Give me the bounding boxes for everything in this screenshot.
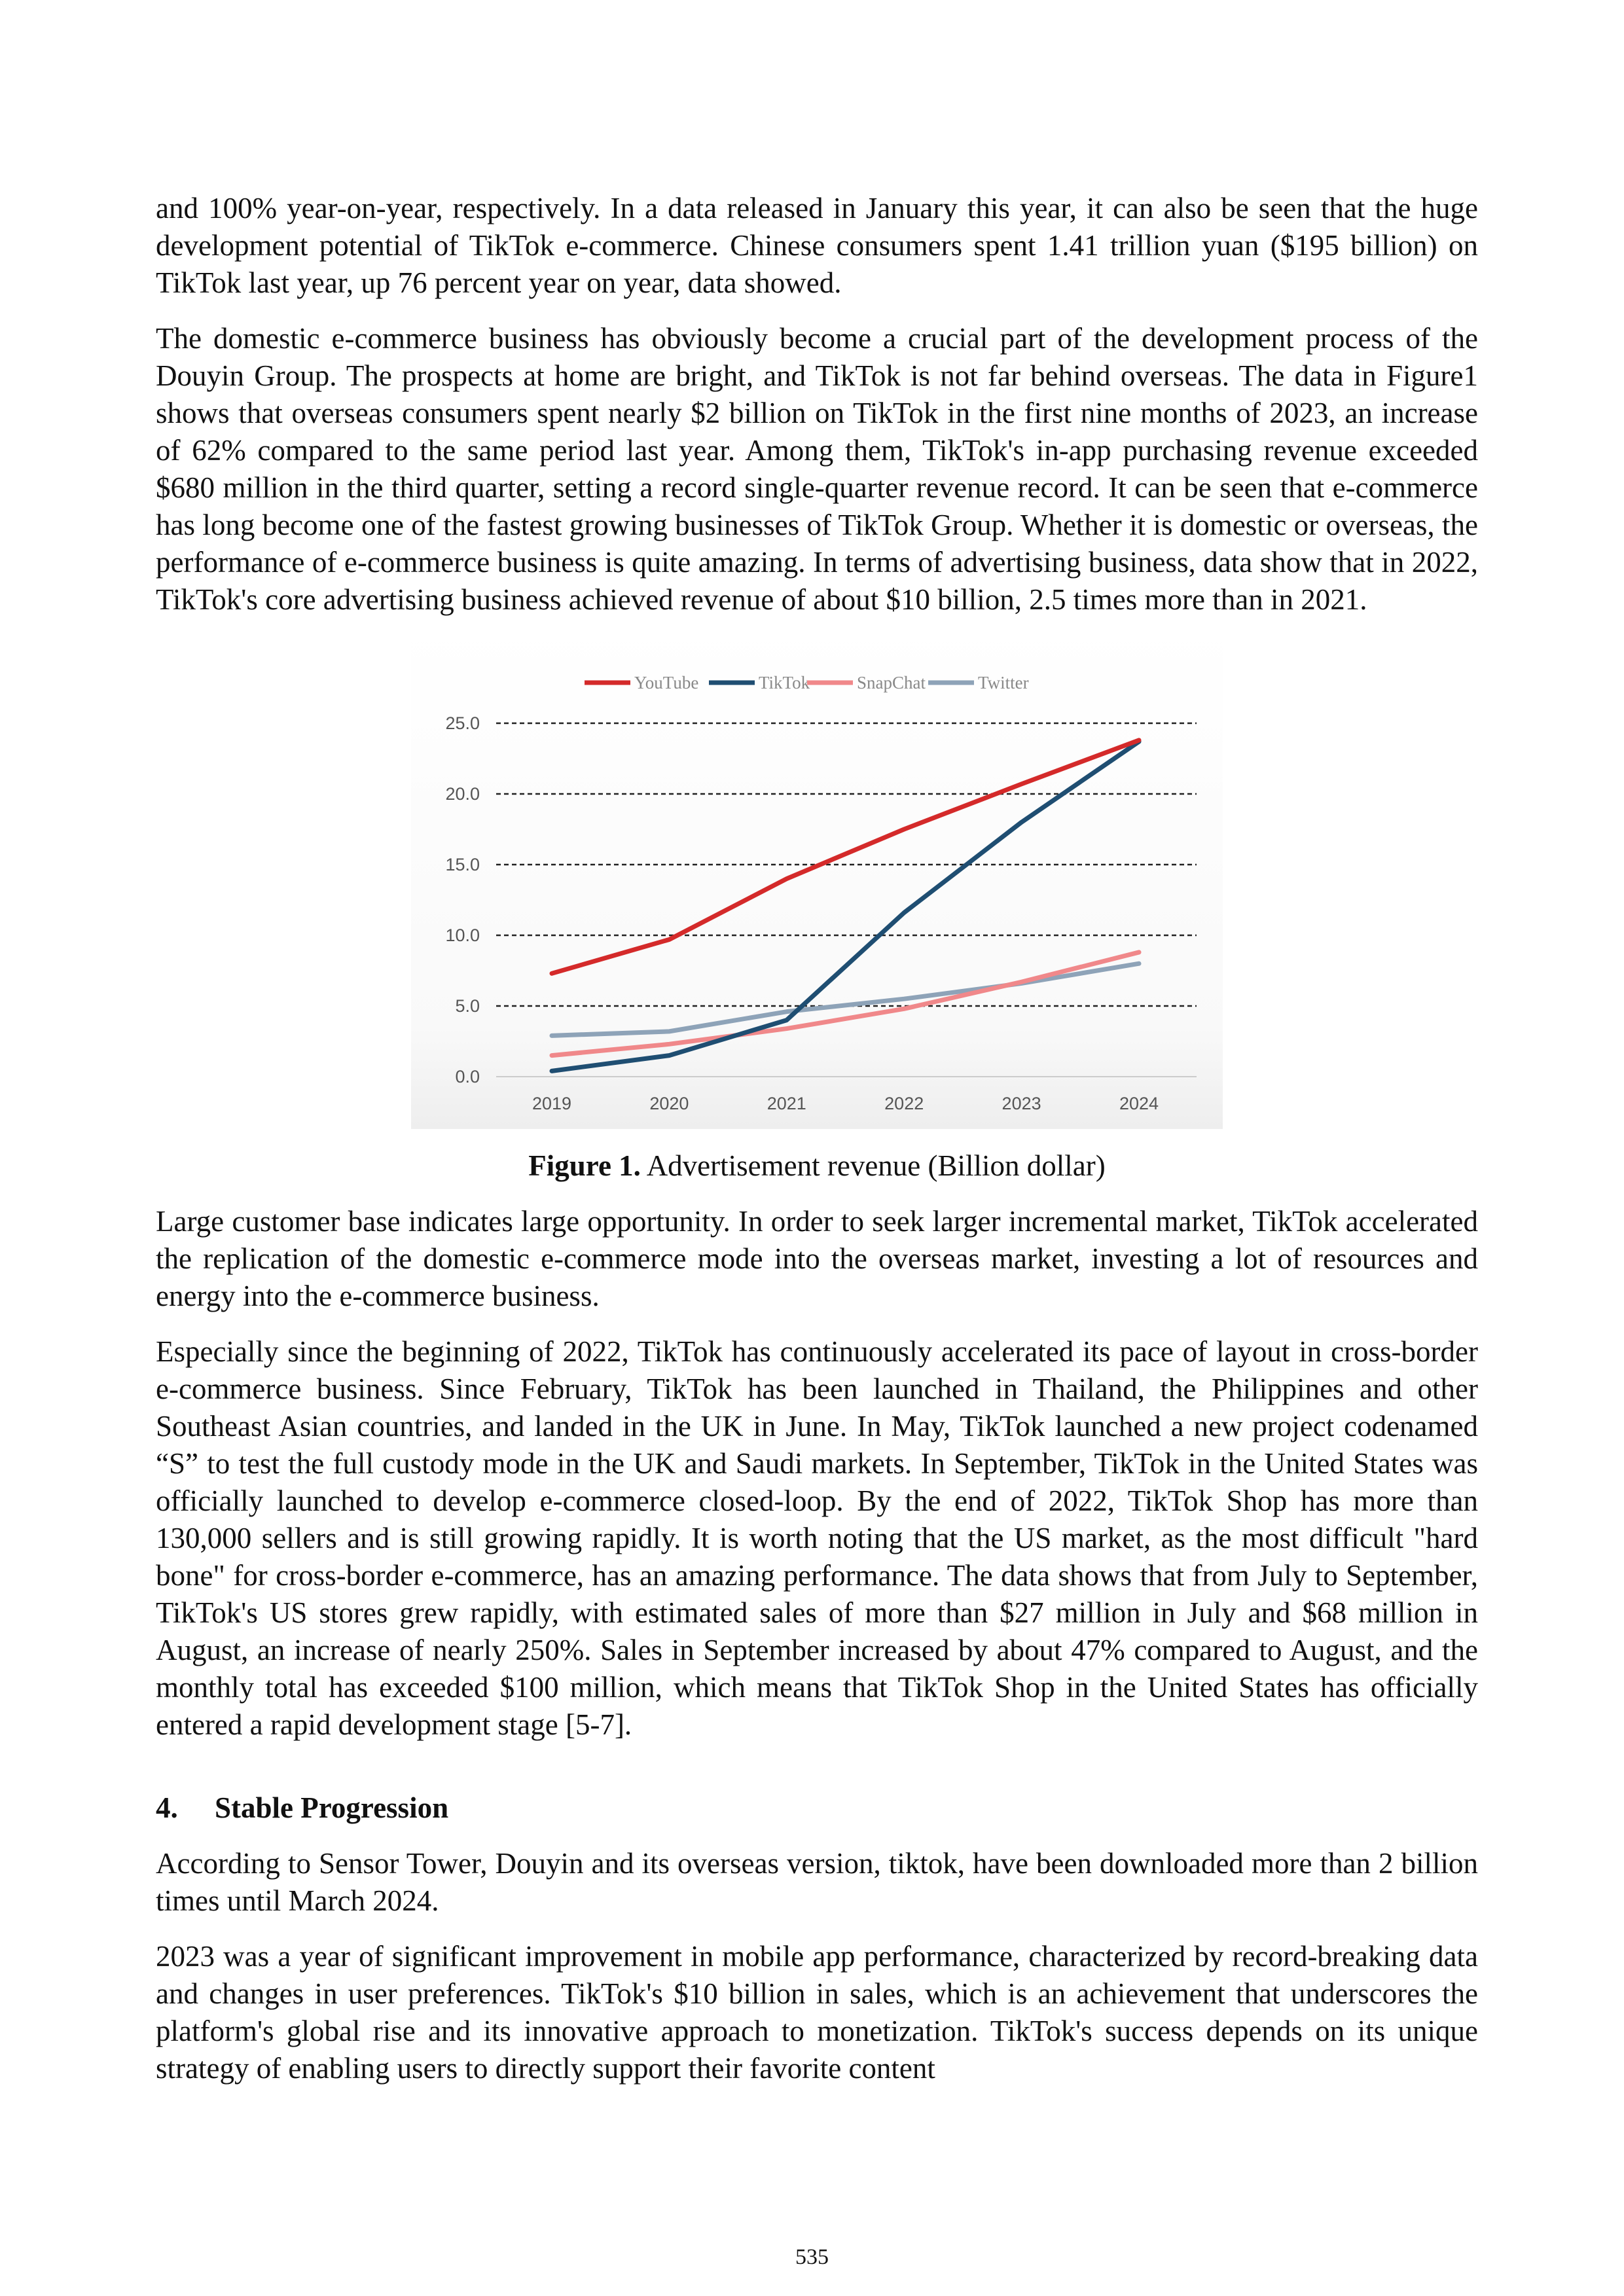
y-tick-label: 5.0 [455, 996, 480, 1016]
data-point-snapchat [668, 1043, 670, 1045]
section-number: 4. [156, 1791, 178, 1824]
data-point-youtube [903, 829, 905, 830]
x-tick-label: 2020 [649, 1094, 689, 1113]
data-point-tiktok [551, 1070, 552, 1071]
data-point-snapchat [903, 1008, 905, 1009]
legend-label-snapchat: SnapChat [857, 673, 926, 692]
data-point-tiktok [1021, 821, 1022, 823]
data-point-snapchat [1021, 981, 1022, 982]
data-point-snapchat [1138, 952, 1140, 953]
data-point-youtube [1138, 740, 1140, 741]
legend-label-youtube: YouTube [634, 673, 699, 692]
x-tick-label: 2023 [1001, 1094, 1041, 1113]
paragraph-3: Large customer base indicates large opportunity. In order to seek larger incremental market, TikTok accelerated the replication of the domestic e-commerce mode into the overseas market, investing a lot of resources and energy into the e-commerce business. [156, 1205, 1478, 1312]
figure-caption-text: Advertisement revenue (Billion dollar) [640, 1149, 1106, 1182]
data-point-tiktok [903, 912, 905, 913]
data-point-tiktok [786, 1020, 787, 1021]
data-point-twitter [786, 1011, 787, 1013]
y-tick-label: 25.0 [445, 713, 480, 733]
page-body [156, 190, 1478, 2106]
figure-caption [156, 1147, 1478, 1185]
data-point-twitter [1138, 963, 1140, 964]
paragraph-2: The domestic e-commerce business has obviously become a crucial part of the development process of the Douyin Group. The prospects at home are bright, and TikTok is not far behind overseas. The data in Figure1 shows that overseas consumers spent nearly $2 billion on TikTok in the first nine months of 2023, an increase of 62% compared to the same period last year. Among them, TikTok's in-app purchasing revenue exceeded $680 million in the third quarter, setting a record single-quarter revenue record. It can be seen that e-commerce has long become one of the fastest growing businesses of TikTok Group. Whether it is domestic or overseas, the performance of e-commerce business is quite amazing. In terms of advertising business, data show that in 2022, TikTok's core advertising business achieved revenue of about $10 billion, 2.5 times more than in 2021. [156, 322, 1478, 616]
y-tick-label: 0.0 [455, 1067, 480, 1086]
paragraph-5: According to Sensor Tower, Douyin and its overseas version, tiktok, have been downloaded more than 2 billion times until March 2024. [156, 1847, 1478, 1917]
data-point-twitter [668, 1031, 670, 1032]
data-point-snapchat [551, 1055, 552, 1056]
data-point-youtube [1021, 783, 1022, 785]
data-point-twitter [551, 1035, 552, 1036]
y-tick-label: 15.0 [445, 855, 480, 874]
section-title: Stable Progression [215, 1791, 449, 1824]
y-tick-label: 10.0 [445, 925, 480, 945]
data-point-twitter [903, 998, 905, 999]
x-tick-label: 2021 [767, 1094, 806, 1113]
x-tick-label: 2019 [532, 1094, 572, 1113]
figure-caption-label: Figure 1. [528, 1149, 641, 1182]
paragraph-1: and 100% year-on-year, respectively. In a data released in January this year, it can also be seen that the huge development potential of TikTok e-commerce. Chinese consumers spent 1.41 trillion yuan ($195 billion) on TikTok last year, up 76 percent year on year, data showed. [156, 192, 1478, 299]
x-tick-label: 2022 [884, 1094, 924, 1113]
legend-label-twitter: Twitter [978, 673, 1029, 692]
section-heading [156, 1789, 1478, 1827]
data-point-snapchat [786, 1028, 787, 1030]
paragraph-4: Especially since the beginning of 2022, TikTok has continuously accelerated its pace of layout in cross-border e-commerce business. Since February, TikTok has been launched in Thailand, the Philippines and other Southeast Asian countries, and landed in the UK in June. In May, TikTok launched a new project codenamed “S” to test the full custody mode in the UK and Saudi markets. In September, TikTok in the United States was officially launched to develop e-commerce closed-loop. By the end of 2022, TikTok Shop has more than 130,000 sellers and is still growing rapidly. It is worth noting that the US market, as the most difficult "hard bone" for cross-border e-commerce, has an amazing performance. The data shows that from July to September, TikTok's US stores grew rapidly, with estimated sales of more than $27 million in July and $68 million in August, an increase of nearly 250%. Sales in September increased by about 47% compared to August, and the monthly total has exceeded $100 million, which means that TikTok Shop in the United States has officially entered a rapid development stage [5-7]. [156, 1335, 1478, 1741]
advertisement-revenue-chart [411, 625, 1223, 1129]
page-number: 535 [795, 2245, 829, 2269]
legend-label-tiktok: TikTok [759, 673, 810, 692]
data-point-youtube [668, 939, 670, 940]
data-point-youtube [786, 878, 787, 880]
x-tick-label: 2024 [1119, 1094, 1159, 1113]
chart-background [411, 625, 1223, 1129]
paragraph-6: 2023 was a year of significant improvement in mobile app performance, characterized by record-breaking data and changes in user preferences. TikTok's $10 billion in sales, which is an achievement that underscores the platform's global rise and its innovative approach to monetization. TikTok's success depends on its unique strategy of enabling users to directly support their favorite content [156, 1940, 1478, 2085]
data-point-tiktok [668, 1055, 670, 1056]
figure-1 [411, 625, 1223, 1129]
y-tick-label: 20.0 [445, 784, 480, 804]
data-point-youtube [551, 973, 552, 974]
